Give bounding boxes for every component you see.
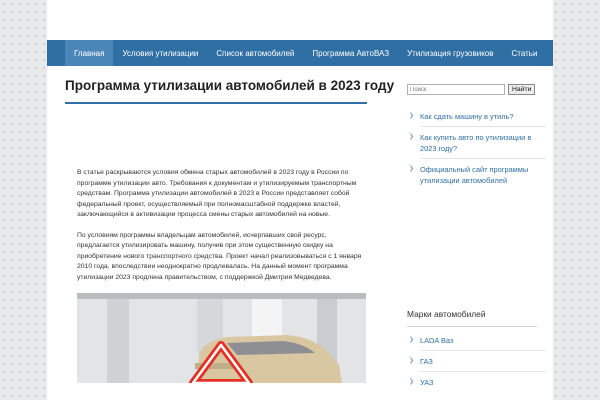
brands-widget-title: Марки автомобилей bbox=[407, 309, 486, 319]
search-input[interactable] bbox=[407, 84, 505, 95]
list-item bbox=[407, 164, 546, 186]
car-illustration bbox=[77, 293, 366, 383]
chevron-right-icon: ❯ bbox=[409, 113, 415, 119]
sidebar-spacer bbox=[401, 191, 546, 309]
divider bbox=[420, 158, 546, 159]
sidebar bbox=[401, 66, 546, 393]
chevron-right-icon: ❯ bbox=[409, 358, 415, 364]
nav-item-car-list[interactable]: Список автомобилей bbox=[216, 48, 295, 58]
page-container bbox=[47, 0, 553, 400]
divider bbox=[420, 126, 546, 127]
list-item bbox=[407, 377, 546, 388]
chevron-right-icon: ❯ bbox=[409, 134, 415, 140]
list-item bbox=[407, 111, 546, 127]
divider bbox=[420, 350, 546, 351]
brand-link-gaz[interactable]: ГАЗ bbox=[420, 357, 433, 366]
list-item bbox=[407, 356, 546, 372]
brand-link-lada[interactable]: LADA Ваз bbox=[420, 336, 454, 345]
sidebar-link[interactable]: Как купить авто по утилизации в 2023 году? bbox=[420, 133, 532, 153]
article-paragraph: В статье раскрываются условия обмена старых автомобилей в 2023 году в России по программе утилизации авто. Требования к документам и утилизируемым транспортным средствам. Программа утилизации автомобилей в 2023 в России представляет собой федеральный проект, осуществляемый при полномасштабной поддержке властей, заключающийся в активизации процесса смены старых автомобилей на новые. bbox=[77, 169, 357, 218]
divider bbox=[420, 371, 546, 372]
nav-item-conditions[interactable]: Условия утилизации bbox=[122, 48, 199, 58]
article-paragraph: По условиям программы владельцам автомобилей, исчерпавших свой ресурс, предлагается утилизировать машину, получив при этом существенную скидку на приобретение нового транспортного средства. Проект начал реализовываться с 1 января 2010 года, впоследствии неоднократно продлевалась. На данный момент программа утилизации 2023 продлена правительством, с поддержкой Дмитрия Медведева. bbox=[77, 231, 362, 281]
main-content bbox=[65, 66, 395, 383]
sidebar-links bbox=[401, 111, 546, 186]
nav-item-avtovaz[interactable]: Программа АвтоВАЗ bbox=[312, 48, 390, 58]
chevron-right-icon: ❯ bbox=[409, 379, 415, 385]
page-title: Программа утилизации автомобилей в 2023 году bbox=[65, 78, 395, 93]
chevron-right-icon: ❯ bbox=[409, 166, 415, 172]
search-button[interactable]: Найти bbox=[508, 84, 535, 95]
sidebar-link[interactable]: Официальный сайт программы утилизации автомобилей bbox=[420, 165, 529, 185]
nav-item-trucks[interactable]: Утилизация грузовиков bbox=[407, 48, 494, 58]
list-item bbox=[407, 132, 546, 159]
divider bbox=[407, 326, 537, 327]
search-form bbox=[401, 84, 546, 95]
chevron-right-icon: ❯ bbox=[409, 337, 415, 343]
car-image bbox=[77, 293, 366, 383]
brand-link-uaz[interactable]: УАЗ bbox=[420, 378, 434, 387]
sidebar-link[interactable]: Как сдать машину в утиль? bbox=[420, 112, 514, 121]
brands-list bbox=[401, 335, 546, 388]
nav-item-articles[interactable]: Статьи bbox=[511, 48, 538, 58]
nav-item-home[interactable]: Главная bbox=[65, 40, 113, 66]
list-item bbox=[407, 335, 546, 351]
site-header bbox=[47, 0, 553, 40]
main-nav bbox=[47, 40, 553, 66]
ad-placeholder bbox=[65, 104, 367, 168]
article-header bbox=[65, 76, 395, 104]
